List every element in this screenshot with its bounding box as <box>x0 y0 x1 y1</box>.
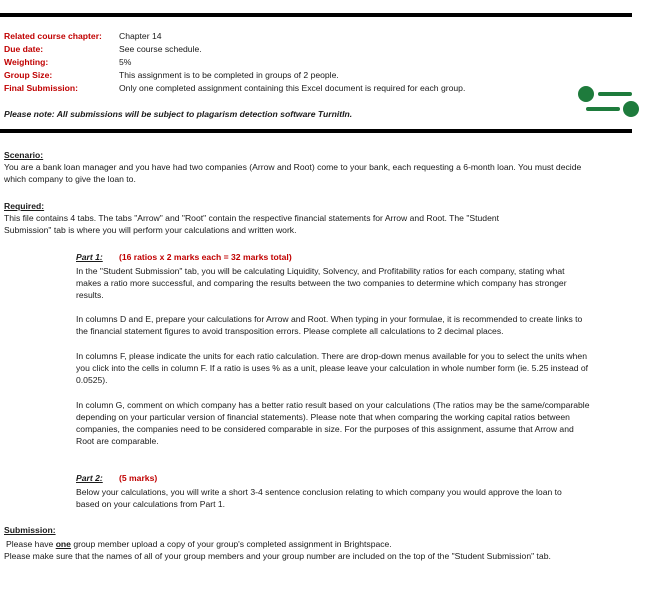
part1-p1-line: makes a ratio more successful, and comparing the results between the two companies to determine which company has stronger <box>76 278 567 288</box>
part2-title: Part 2: <box>76 473 103 483</box>
label-final-submission: Final Submission: <box>4 83 79 93</box>
required-line-1: This file contains 4 tabs. The tabs "Arrow" and "Root" contain the respective financial statements for Arrow and Root. The "Student <box>4 213 500 223</box>
scenario-line-1: You are a bank loan manager and you have had two companies (Arrow and Root) come to your bank, each requesting a 6-month loan. You must decide <box>4 162 582 172</box>
top-rule <box>0 13 632 17</box>
part2-marks: (5 marks) <box>119 473 158 483</box>
value-final-submission: Only one completed assignment containing this Excel document is required for each group. <box>119 83 466 93</box>
part1-p3-line: In columns F, please indicate the units for each ratio calculation. There are drop-down menus available for you to select the units when <box>76 351 587 361</box>
part1-marks: (16 ratios x 2 marks each = 32 marks total) <box>119 252 292 262</box>
label-course-chapter: Related course chapter: <box>4 31 102 41</box>
toggle-logo-icon <box>574 82 644 122</box>
plagiarism-note: Please note: All submissions will be subject to plagarism detection software TurnitIn. <box>4 109 353 119</box>
part2-p1-line: based on your calculations from Part 1. <box>76 499 226 509</box>
part1-p4-line: In column G, comment on which company has a better ratio result based on your calculations (The ratios may be the same/comparable <box>76 400 590 410</box>
label-group-size: Group Size: <box>4 70 53 80</box>
part1-p1-line: results. <box>76 290 104 300</box>
part1-p3-line: 0.0525). <box>76 375 108 385</box>
submission-line-1-post: group member upload a copy of your group's completed assignment in Brightspace. <box>70 539 392 549</box>
value-group-size: This assignment is to be completed in groups of 2 people. <box>119 70 339 80</box>
part1-p4-line: Root are comparable. <box>76 436 159 446</box>
required-line-2: Submission" tab is where you will perform your calculations and written work. <box>4 225 297 235</box>
submission-line-2: Please make sure that the names of all of your group members and your group number are included on the top of the "Student Submission" tab. <box>4 551 551 561</box>
part1-p2-line: the financial statement figures to avoid transposition errors. Please complete all calculations to 2 decimal places. <box>76 326 504 336</box>
header-rule <box>0 129 632 133</box>
part1-title: Part 1: <box>76 252 103 262</box>
submission-line-1-emphasis: one <box>55 539 71 549</box>
scenario-heading: Scenario: <box>4 150 44 160</box>
submission-heading: Submission: <box>4 525 56 535</box>
part2-p1-line: Below your calculations, you will write a short 3-4 sentence conclusion relating to which company you would approve the loan to <box>76 487 562 497</box>
part1-p4-line: depending on your particular version of financial statements). Please note that when comparing the working capital ratios between <box>76 412 570 422</box>
value-due-date: See course schedule. <box>119 44 202 54</box>
part1-p2-line: In columns D and E, prepare your calculations for Arrow and Root. When typing in your formulae, it is recommended to create links to <box>76 314 583 324</box>
part1-p1-line: In the "Student Submission" tab, you will be calculating Liquidity, Solvency, and Profitability ratios for each company, stating what <box>76 266 565 276</box>
required-heading: Required: <box>4 201 45 211</box>
part1-p3-line: you click into the cells in column F. If a ratio is uses % as a unit, please leave your calculation in whole number form (ie. 5.25 instead of <box>76 363 589 373</box>
value-weighting: 5% <box>119 57 132 67</box>
part1-p4-line: companies, the companies need to be considered comparable in size. For the purposes of this assignment, assume that Arrow and <box>76 424 574 434</box>
submission-line-1 <box>6 538 392 550</box>
submission-line-1-pre: Please have <box>6 539 56 549</box>
label-due-date: Due date: <box>4 44 44 54</box>
scenario-line-2: which company to give the loan to. <box>4 174 136 184</box>
label-weighting: Weighting: <box>4 57 49 67</box>
value-course-chapter: Chapter 14 <box>119 31 162 41</box>
